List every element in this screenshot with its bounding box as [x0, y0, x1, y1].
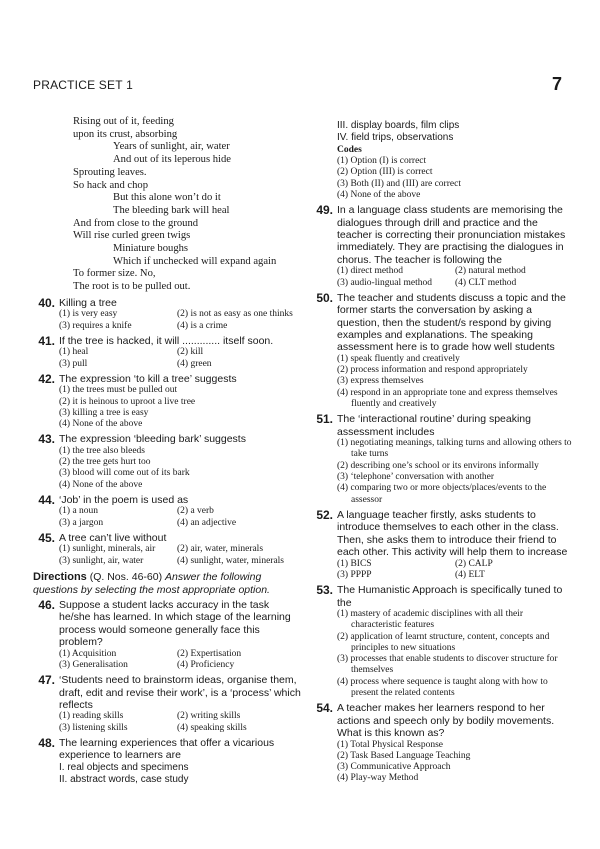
- statement: I. real objects and specimens: [59, 761, 189, 773]
- poem-line: But this alone won’t do it: [113, 192, 221, 204]
- question-text: A language teacher firstly, asks students to introduce themselves to each other in the class. Then, she asks them to introduce their friend to each other. This activity will help them to increase: [337, 508, 568, 559]
- question-50: [311, 292, 573, 411]
- question-text: Killing a tree: [59, 296, 117, 309]
- answer-options: [311, 559, 573, 582]
- answer-option: (3) Both (II) and (III) are correct: [337, 178, 461, 189]
- answer-option: (1) reading skills: [59, 711, 124, 722]
- statement: II. abstract words, case study: [59, 773, 189, 785]
- question-52: [311, 509, 573, 581]
- answer-option: (2) the tree gets hurt too: [59, 457, 151, 468]
- answer-option: (4) None of the above: [59, 479, 143, 490]
- answer-options: [33, 446, 303, 491]
- answer-options: [33, 385, 303, 430]
- answer-option: (1) negotiating meanings, talking turns and allowing others to take turns: [337, 438, 572, 460]
- answer-option: (2) natural method: [455, 266, 526, 277]
- answer-option: (1) sunlight, minerals, air: [59, 544, 156, 555]
- answer-options: [311, 609, 573, 699]
- answer-option: (1) mastery of academic disciplines with all their characteristic features: [337, 608, 523, 631]
- question-text: A teacher makes her learners respond to her actions and speech only by bodily movements. What is this known as?: [337, 702, 555, 740]
- answer-option: (4) comparing two or more objects/places/events to the assessor: [337, 483, 547, 505]
- question-number: 51.: [316, 412, 333, 427]
- answer-option: (2) a verb: [177, 506, 214, 517]
- question-stem: [311, 584, 573, 609]
- question-stem: [311, 413, 573, 438]
- answer-option: (3) audio-lingual method: [337, 277, 432, 288]
- poem-line: Which if unchecked will expand again: [113, 255, 277, 267]
- answer-option: (2) Task Based Language Teaching: [337, 750, 471, 761]
- poem-line: To former size. No,: [73, 268, 156, 280]
- answer-option: (1) Option (I) is correct: [337, 156, 427, 166]
- question-stem: [33, 599, 303, 649]
- answer-option: (1) direct method: [337, 266, 403, 277]
- answer-option: (2) it is heinous to uproot a live tree: [59, 396, 196, 407]
- answer-option: (2) Expertisation: [177, 648, 242, 659]
- question-group-46-48: [33, 599, 303, 786]
- answer-options: [33, 309, 303, 332]
- directions-range: (Q. Nos. 46-60): [89, 571, 163, 584]
- question-53: [311, 584, 573, 699]
- answer-option: (2) application of learnt structure, content, concepts and principles to new situations: [337, 631, 550, 653]
- poem-line: So hack and chop: [73, 179, 149, 191]
- running-header: PRACTICE SET 1: [33, 78, 133, 92]
- question-number: 53.: [316, 583, 333, 598]
- answer-option: (1) Acquisition: [59, 648, 117, 659]
- answer-option: (4) CLT method: [455, 277, 517, 288]
- answer-option: (3) requires a knife: [59, 320, 132, 331]
- answer-option: (2) air, water, minerals: [177, 544, 264, 555]
- answer-option: (4) None of the above: [59, 419, 143, 430]
- directions: [33, 571, 303, 596]
- poem-line: Will rise curled green twigs: [73, 230, 191, 242]
- answer-option: (3) killing a tree is easy: [59, 407, 149, 418]
- question-stem: [33, 494, 303, 506]
- answer-option: (4) Play-way Method: [337, 773, 419, 784]
- answer-option: (1) the tree also bleeds: [59, 445, 145, 456]
- answer-option: (4) speaking skills: [177, 722, 247, 733]
- answer-option: (1) speak fluently and creatively: [337, 353, 460, 364]
- answer-option: (1) heal: [59, 347, 89, 358]
- answer-option: (3) Generalisation: [59, 659, 128, 670]
- question-stem: [311, 292, 573, 354]
- answer-options: [311, 354, 573, 410]
- directions-text: Answer the following questions by selecting the most appropriate option.: [33, 571, 270, 596]
- answer-option: (3) sunlight, air, water: [59, 555, 144, 566]
- answer-option: (3) processes that enable students to discover structure for themselves: [337, 654, 558, 676]
- poem-excerpt: [33, 116, 303, 294]
- question-number: 43.: [38, 432, 55, 447]
- q48-options: [311, 156, 573, 201]
- question-text: The teacher and students discuss a topic and the former starts the conversation by asking a question, then the student/s respond by giving examples and explanations. The speaking assessment here is to grade how well students: [337, 291, 566, 354]
- question-number: 54.: [316, 701, 333, 716]
- answer-option: (3) a jargon: [59, 517, 104, 528]
- question-stem: [33, 674, 303, 711]
- poem-line: Years of sunlight, air, water: [113, 141, 230, 153]
- question-47: [33, 674, 303, 734]
- question-text: ‘Students need to brainstorm ideas, organise them, draft, edit and revise their work’, is a ‘process’ which reflects: [59, 674, 301, 712]
- question-48: [33, 737, 303, 786]
- answer-option: (2) kill: [177, 347, 204, 358]
- answer-option: (1) a noun: [59, 506, 99, 517]
- question-45: [33, 532, 303, 567]
- poem-line: The root is to be pulled out.: [73, 281, 191, 293]
- question-stem: [311, 509, 573, 559]
- answer-options: [33, 649, 303, 672]
- question-stem: [33, 335, 303, 347]
- answer-option: (1) Total Physical Response: [337, 739, 444, 750]
- question-number: 52.: [316, 507, 333, 522]
- question-42: [33, 373, 303, 431]
- question-54: [311, 702, 573, 784]
- question-49: [311, 204, 573, 289]
- answer-options: [33, 544, 303, 567]
- question-text: The expression ‘to kill a tree’ suggests: [59, 372, 237, 385]
- left-column: [33, 116, 303, 786]
- statement: IV. field trips, observations: [337, 132, 454, 143]
- question-stem: [33, 532, 303, 544]
- question-number: 48.: [38, 736, 55, 751]
- question-number: 49.: [316, 203, 333, 218]
- question-41: [33, 335, 303, 370]
- answer-option: (3) Communicative Approach: [337, 762, 451, 773]
- question-number: 50.: [316, 290, 333, 305]
- answer-options: [311, 266, 573, 289]
- answer-option: (2) is not as easy as one thinks: [177, 309, 293, 320]
- answer-option: (2) process information and respond appropriately: [337, 365, 528, 376]
- answer-option: (2) CALP: [455, 558, 493, 569]
- question-stem: [33, 373, 303, 385]
- answer-option: (3) blood will come out of its bark: [59, 468, 190, 479]
- answer-option: (4) sunlight, water, minerals: [177, 555, 284, 566]
- answer-options: [311, 438, 573, 506]
- answer-option: (4) an adjective: [177, 517, 237, 528]
- answer-option: (3) listening skills: [59, 722, 128, 733]
- question-43: [33, 433, 303, 491]
- question-number: 45.: [38, 531, 55, 546]
- poem-line: Sprouting leaves.: [73, 166, 147, 178]
- answer-options: [33, 506, 303, 529]
- question-number: 47.: [38, 673, 55, 688]
- poem-line: Miniature boughs: [113, 243, 189, 255]
- statement-list: [33, 762, 303, 786]
- question-text: The ‘interactional routine’ during speaking assessment includes: [337, 413, 531, 438]
- question-number: 42.: [38, 371, 55, 386]
- question-51: [311, 413, 573, 506]
- answer-option: (3) ‘telephone’ conversation with another: [337, 472, 495, 483]
- question-number: 40.: [38, 295, 55, 310]
- answer-option: (4) process where sequence is taught along with how to present the related contents: [337, 676, 548, 699]
- question-group-40-45: [33, 297, 303, 567]
- question-text: Suppose a student lacks accuracy in the task he/she has learned. In which stage of the learning process would someone generally face this problem?: [59, 599, 291, 649]
- answer-option: (2) Option (III) is correct: [337, 167, 433, 178]
- answer-option: (2) describing one’s school or its environs informally: [337, 460, 539, 471]
- answer-option: (1) the trees must be pulled out: [59, 385, 178, 396]
- question-text: The expression ‘bleeding bark’ suggests: [59, 433, 246, 446]
- question-stem: [311, 702, 573, 739]
- directions-label: Directions: [33, 571, 87, 584]
- poem-line: And out of its leperous hide: [113, 154, 231, 166]
- answer-option: (4) green: [177, 358, 212, 369]
- right-column: [311, 120, 573, 785]
- question-stem: [311, 204, 573, 266]
- question-number: 41.: [38, 333, 55, 348]
- answer-option: (4) ELT: [455, 569, 485, 580]
- question-44: [33, 494, 303, 529]
- question-46: [33, 599, 303, 671]
- page-number: 7: [552, 74, 563, 94]
- question-number: 44.: [38, 493, 55, 508]
- question-group-49-54: [311, 204, 573, 785]
- question-text: A tree can’t live without: [59, 532, 167, 545]
- question-text: The Humanistic Approach is specifically tuned to the: [337, 584, 563, 609]
- q48-statements-continued: [311, 120, 573, 144]
- answer-option: (3) PPPP: [337, 569, 372, 580]
- answer-option: (4) respond in an appropriate tone and express themselves fluently and creatively: [337, 387, 558, 410]
- answer-option: (4) None of the above: [337, 189, 421, 200]
- question-text: The learning experiences that offer a vicarious experience to learners are: [59, 737, 275, 762]
- question-text: In a language class students are memorising the dialogues through drill and practice and the teacher is correcting their pronunciation mistakes immediately. They are practising the dialogues in chorus. The teacher is following the: [337, 204, 566, 266]
- answer-option: (3) pull: [59, 358, 88, 369]
- statement: III. display boards, film clips: [337, 120, 460, 131]
- question-stem: [33, 297, 303, 309]
- answer-option: (1) is very easy: [59, 309, 118, 320]
- answer-option: (2) writing skills: [177, 711, 241, 722]
- question-stem: [33, 433, 303, 445]
- poem-line: upon its crust, absorbing: [73, 128, 178, 140]
- answer-option: (3) express themselves: [337, 376, 424, 387]
- question-text: ‘Job’ in the poem is used as: [59, 494, 189, 507]
- question-text: If the tree is hacked, it will ............. itself soon.: [59, 334, 274, 347]
- question-stem: [33, 737, 303, 762]
- poem-line: The bleeding bark will heal: [113, 204, 230, 216]
- answer-options: [33, 711, 303, 734]
- poem-line: And from close to the ground: [73, 217, 199, 229]
- answer-option: (1) BICS: [337, 558, 372, 569]
- question-number: 46.: [38, 598, 55, 613]
- question-40: [33, 297, 303, 332]
- codes-label: Codes: [337, 145, 362, 155]
- answer-options: [311, 740, 573, 785]
- answer-option: (4) is a crime: [177, 320, 228, 331]
- poem-line: Rising out of it, feeding: [73, 116, 174, 127]
- answer-options: [33, 347, 303, 370]
- answer-option: (4) Proficiency: [177, 659, 235, 670]
